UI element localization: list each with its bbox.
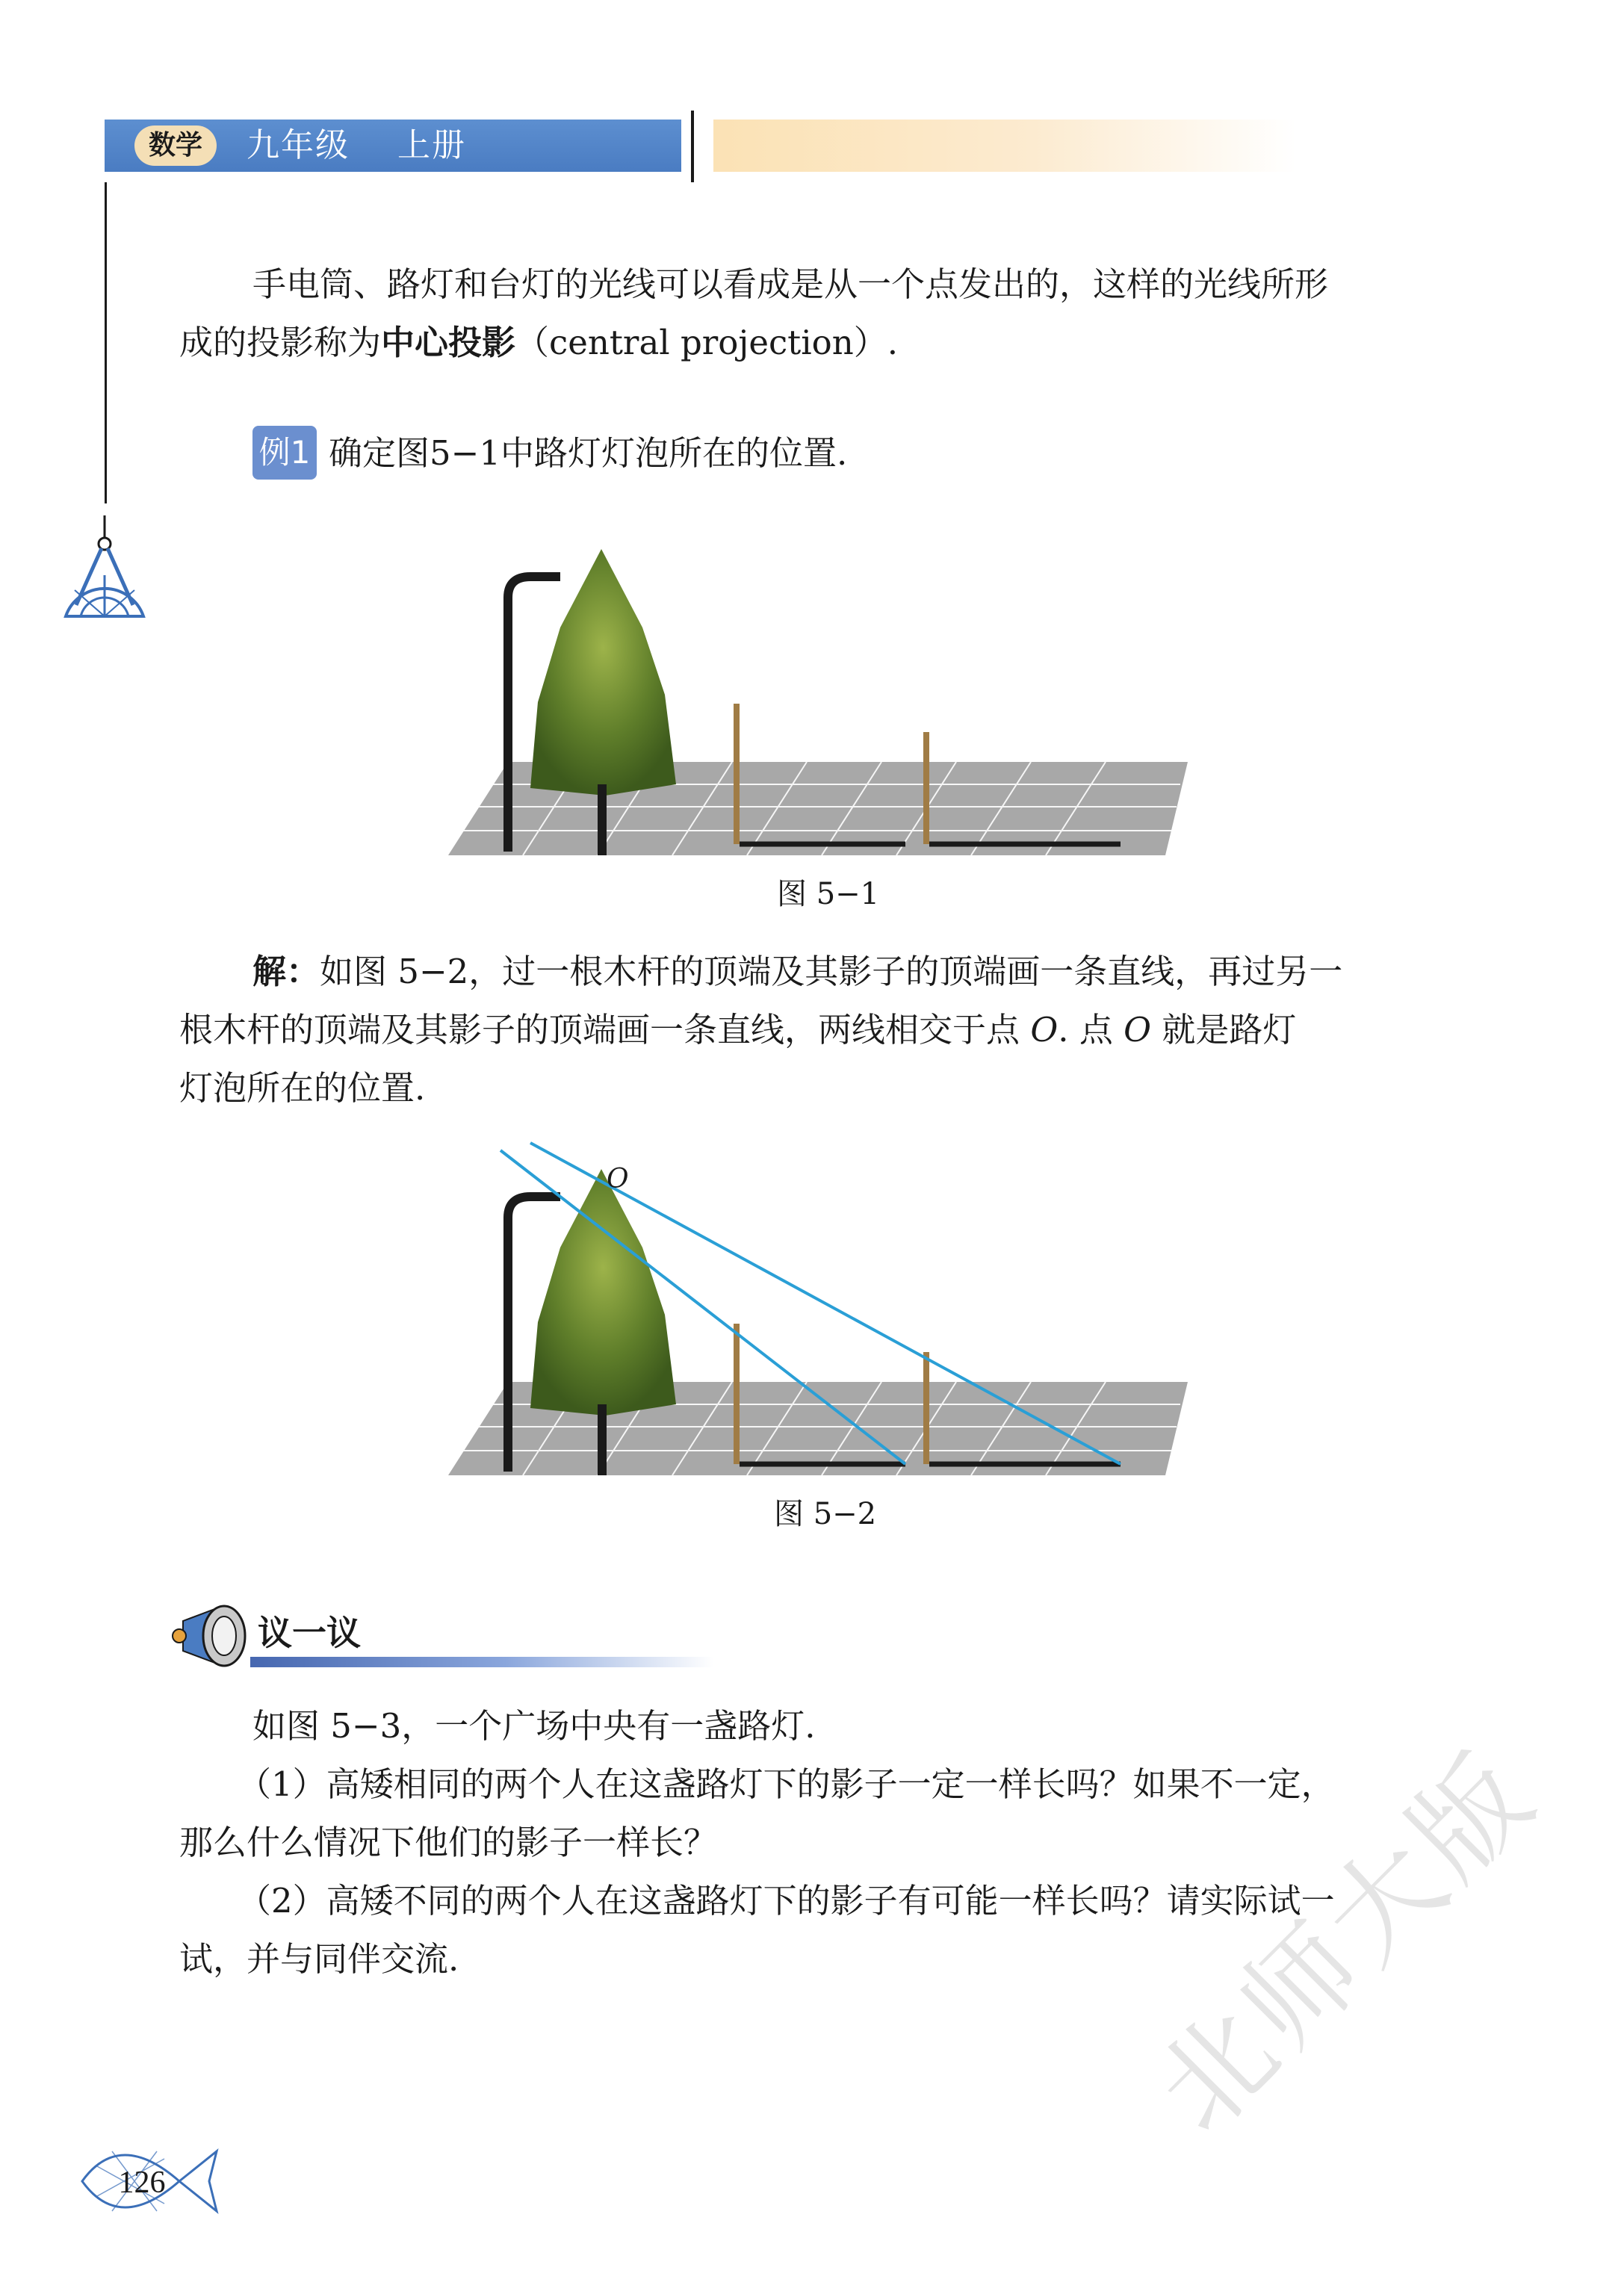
question-1-line-1: （1）高矮相同的两个人在这盏路灯下的影子一定一样长吗？如果不一定， <box>238 1764 1335 1804</box>
section-title: 议一议 <box>258 1613 361 1653</box>
header-divider <box>691 111 694 182</box>
example-badge: 例1 <box>252 426 317 480</box>
solution-text: 根木杆的顶端及其影子的顶端画一条直线，两线相交于点 <box>179 1010 1031 1050</box>
tree-trunk <box>598 784 607 855</box>
tree <box>530 549 676 796</box>
solution-line-1 <box>252 943 1342 1001</box>
discussion-intro: 如图 5−3，一个广场中央有一盏路灯. <box>252 1706 816 1746</box>
intro-line-1: 手电筒、路灯和台灯的光线可以看成是从一个点发出的，这样的光线所形 <box>252 264 1329 304</box>
point-label: O <box>1124 1010 1152 1050</box>
solution-label: 解： <box>252 952 320 991</box>
solution-line-2 <box>179 1001 1296 1059</box>
pole-2 <box>923 1352 929 1464</box>
subject-badge: 数学 <box>134 125 217 166</box>
watermark: 北师大版 <box>1131 1727 1562 2157</box>
example-text: 确定图5−1中路灯灯泡所在的位置. <box>329 433 848 473</box>
figure-5-2 <box>448 1135 1195 1487</box>
question-2-line-1: （2）高矮不同的两个人在这盏路灯下的影子有可能一样长吗？请实际试一 <box>238 1881 1335 1921</box>
figure-5-1 <box>448 538 1195 867</box>
solution-line-3: 灯泡所在的位置. <box>179 1068 426 1108</box>
book-title: 九年级 上册 <box>247 126 466 164</box>
margin-rule <box>105 182 107 503</box>
question-1-line-2: 那么什么情况下他们的影子一样长？ <box>179 1823 718 1862</box>
point-label: O <box>1030 1010 1059 1050</box>
solution-text: . 点 <box>1058 1010 1124 1050</box>
solution-text: 就是路灯 <box>1151 1010 1297 1050</box>
page-number: 126 <box>118 2166 166 2200</box>
intro-text-english: （central projection）. <box>515 323 899 362</box>
header-decoration <box>713 120 1296 172</box>
tree <box>530 1169 676 1416</box>
compass-icon <box>60 515 149 627</box>
pole-2 <box>923 732 929 844</box>
intro-line-2 <box>179 314 898 372</box>
point-o-label: O <box>607 1164 629 1194</box>
tree-trunk <box>598 1404 607 1475</box>
intro-text: 成的投影称为 <box>179 323 382 362</box>
pole-1 <box>734 1324 740 1464</box>
solution-text: 如图 5−2，过一根木杆的顶端及其影子的顶端画一条直线，再过另一 <box>320 952 1343 991</box>
section-underline <box>250 1657 713 1667</box>
pole-1 <box>734 704 740 844</box>
key-term: 中心投影 <box>381 323 516 362</box>
figure-caption-5-2: 图 5−2 <box>774 1497 877 1531</box>
question-2-line-2: 试，并与同伴交流. <box>179 1939 459 1979</box>
figure-caption-5-1: 图 5−1 <box>777 877 880 911</box>
megaphone-icon <box>172 1599 261 1673</box>
